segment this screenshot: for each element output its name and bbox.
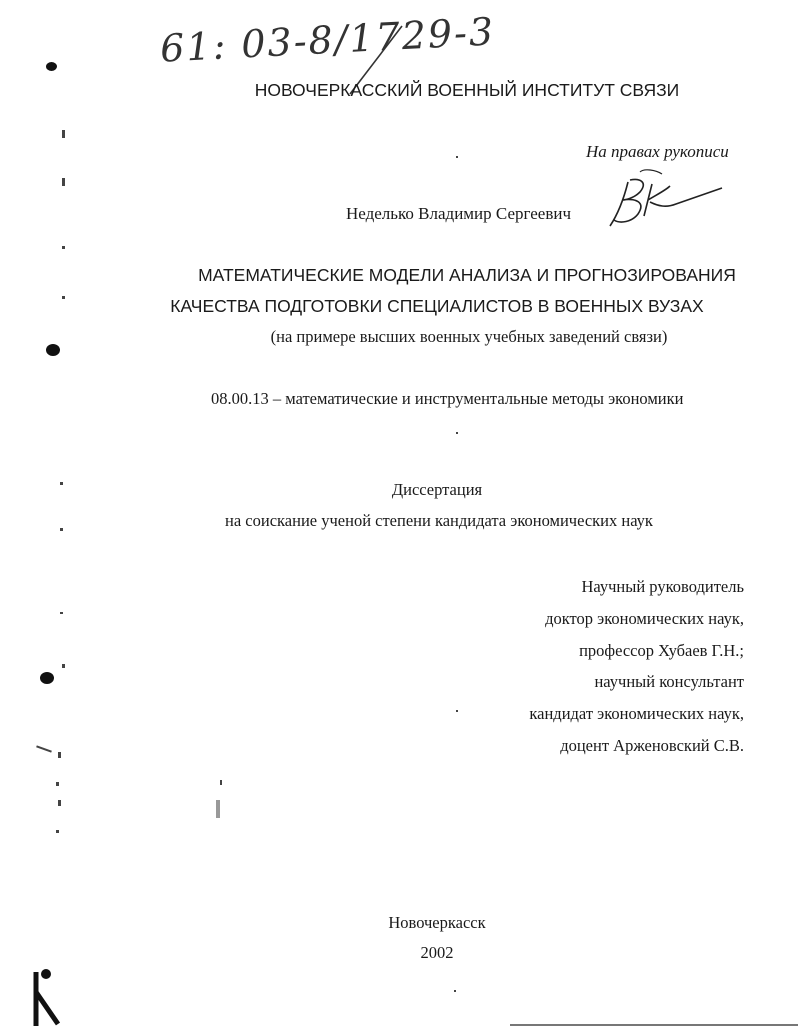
advisor-line: доктор экономических наук, — [545, 608, 744, 628]
author-signature — [600, 164, 730, 234]
institution-name: НОВОЧЕРКАССКИЙ ВОЕННЫЙ ИНСТИТУТ СВЯЗИ — [254, 80, 680, 100]
scan-hole-mark — [46, 62, 57, 71]
scan-speck — [456, 156, 458, 158]
scan-speck — [60, 612, 63, 614]
scan-speck — [60, 482, 63, 485]
scan-hole-mark — [46, 344, 60, 356]
scan-speck — [454, 990, 456, 992]
advisor-line: Научный руководитель — [581, 577, 744, 596]
city: Новочеркасск — [388, 913, 486, 932]
author-name: Неделько Владимир Сергеевич — [346, 204, 572, 223]
advisor-line: доцент Арженовский С.В. — [560, 735, 744, 755]
scan-speck — [62, 664, 65, 668]
title-line-2: КАЧЕСТВА ПОДГОТОВКИ СПЕЦИАЛИСТОВ В ВОЕННЫХ ВУЗАХ — [170, 296, 704, 316]
scan-speck — [62, 246, 65, 249]
scan-speck — [62, 130, 65, 138]
manuscript-note: На правах рукописи — [586, 142, 729, 161]
scan-speck — [56, 830, 59, 833]
scan-speck — [220, 780, 222, 785]
scan-speck — [56, 782, 59, 786]
title-subtitle: (на примере высших военных учебных заведений связи) — [270, 327, 668, 346]
scan-speck — [58, 800, 61, 806]
page-edge-line — [510, 1024, 798, 1026]
advisor-line: кандидат экономических наук, — [529, 704, 744, 724]
scan-speck — [36, 745, 52, 752]
advisor-block — [529, 571, 744, 762]
title-line-1: МАТЕМАТИЧЕСКИЕ МОДЕЛИ АНАЛИЗА И ПРОГНОЗИРОВАНИЯ — [198, 265, 736, 285]
advisor-line: профессор Хубаев Г.Н.; — [579, 640, 744, 660]
scan-speck — [58, 752, 61, 758]
scan-speck — [456, 710, 458, 712]
scan-speck — [62, 296, 65, 299]
advisor-line: научный консультант — [594, 672, 744, 692]
scan-speck — [456, 432, 458, 434]
scan-speck — [60, 528, 63, 531]
scan-speck — [62, 178, 65, 186]
archive-code-handwritten: 61: 03-8/1729-3 — [159, 9, 497, 71]
corner-scan-mark — [28, 966, 68, 1028]
year: 2002 — [420, 943, 454, 962]
scan-hole-mark — [40, 672, 54, 684]
degree-statement: на соискание ученой степени кандидата экономических наук — [225, 511, 653, 530]
work-type: Диссертация — [391, 480, 483, 499]
scan-speck — [216, 800, 220, 818]
specialty-code: 08.00.13 – математические и инструментальные методы экономики — [211, 389, 684, 408]
